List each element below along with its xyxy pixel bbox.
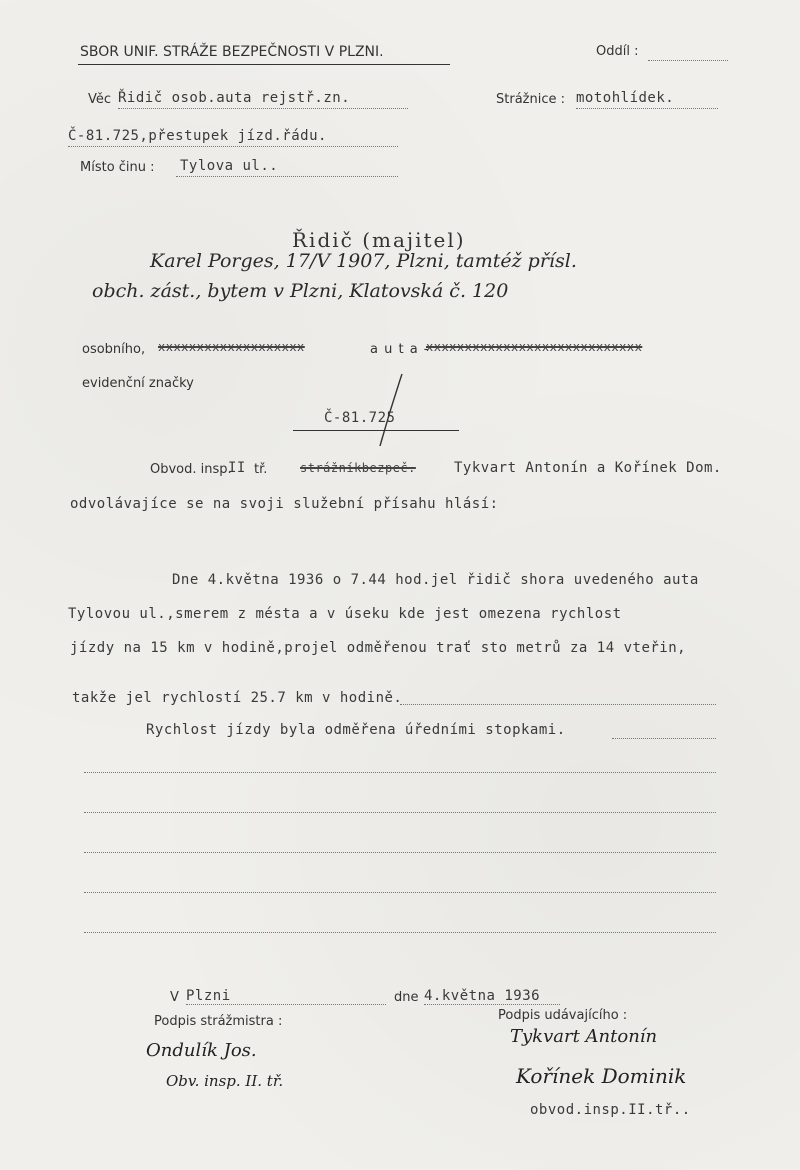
report-line-5: Rychlost jízdy byla odměřena úředními stopkami. (146, 722, 566, 738)
osobniho-label: osobního, (82, 342, 146, 357)
misto-dotted-line (176, 176, 398, 177)
auta-label: a u t a - (370, 342, 430, 357)
vec-line1: Řidič osob.auta rejstř.zn. (118, 90, 351, 106)
signature-left-title: Obv. insp. II. tř. (166, 1072, 284, 1090)
place-prefix: V (170, 990, 179, 1005)
oddil-label: Oddíl : (596, 44, 639, 59)
report-line-1: Dne 4.května 1936 o 7.44 hod.jel řidič shora uvedeného auta (172, 572, 699, 588)
driver-handwritten-line2: obch. zást., bytem v Plzni, Klatovská č. 120 (92, 280, 509, 302)
misto-value: Tylova ul.. (180, 158, 279, 174)
place-value: Plzni (186, 988, 231, 1004)
znacky-label: evidenční značky (82, 376, 194, 391)
odvolavajice-text: odvolávajíce se na svoji služební přísahu hlásí: (70, 496, 499, 512)
date-prefix: dne (394, 990, 419, 1005)
license-plate: Č-81.725 (324, 410, 396, 426)
signature-left-name: Ondulík Jos. (146, 1040, 257, 1061)
report-dotted-line-4 (400, 704, 716, 705)
driver-handwritten-line1: Karel Porges, 17/V 1907, Plzni, tamtéž přísl. (150, 250, 577, 272)
vec-dotted-line2 (68, 146, 398, 147)
date-dotted-line (424, 1004, 560, 1005)
podpis-strazmistra-label: Podpis strážmistra : (154, 1014, 283, 1029)
date-value: 4.května 1936 (424, 988, 541, 1004)
struck-text-3: strážníkbezpeč. (300, 461, 416, 475)
rank-value: II (228, 460, 246, 476)
signature-right-1: Tykvart Antonín (510, 1026, 658, 1047)
obvod-label: Obvod. insp. (150, 462, 232, 477)
oddil-dotted-line (648, 60, 728, 61)
corps-title: SBOR UNIF. STRÁŽE BEZPEČNOSTI V PLZNI. (80, 44, 384, 60)
blank-dotted-line-5 (84, 932, 716, 933)
struck-text-2: xxxxxxxxxxxxxxxxxxxxxxxxxxxx (426, 340, 643, 354)
stražnice-value: motohlídek. (576, 90, 675, 106)
corps-underline (78, 64, 450, 65)
place-dotted-line (186, 1004, 386, 1005)
tr-label: tř. (254, 462, 268, 477)
blank-dotted-line-1 (84, 772, 716, 773)
blank-dotted-line-4 (84, 892, 716, 893)
report-line-2: Tylovou ul.,smerem z mésta a v úseku kde jest omezena rychlost (68, 606, 622, 622)
misto-label: Místo činu : (80, 160, 155, 175)
signature-right-2: Kořínek Dominik (516, 1064, 687, 1088)
report-line-4: takže jel rychlostí 25.7 km v hodině. (72, 690, 403, 706)
vec-line2: Č-81.725,přestupek jízd.řádu. (68, 128, 327, 144)
report-line-3: jízdy na 15 km v hodině,projel odměřenou trať sto metrů za 14 vteřin, (70, 640, 687, 656)
vec-dotted-line1 (118, 108, 408, 109)
signature-right-title: obvod.insp.II.tř.. (530, 1102, 691, 1118)
blank-dotted-line-3 (84, 852, 716, 853)
stražnice-label: Strážnice : (496, 92, 565, 107)
blank-dotted-line-2 (84, 812, 716, 813)
stražnice-dotted-line (576, 108, 718, 109)
podpis-udavajiciho-label: Podpis udávajícího : (498, 1008, 628, 1023)
driver-heading: Řidič (majitel) (292, 228, 466, 252)
struck-text-1: xxxxxxxxxxxxxxxxxxx (158, 340, 305, 354)
officers-names: Tykvart Antonín a Kořínek Dom. (454, 460, 722, 476)
vec-label: Věc (88, 92, 112, 107)
pen-stroke (370, 370, 410, 450)
report-dotted-line-5 (612, 738, 716, 739)
